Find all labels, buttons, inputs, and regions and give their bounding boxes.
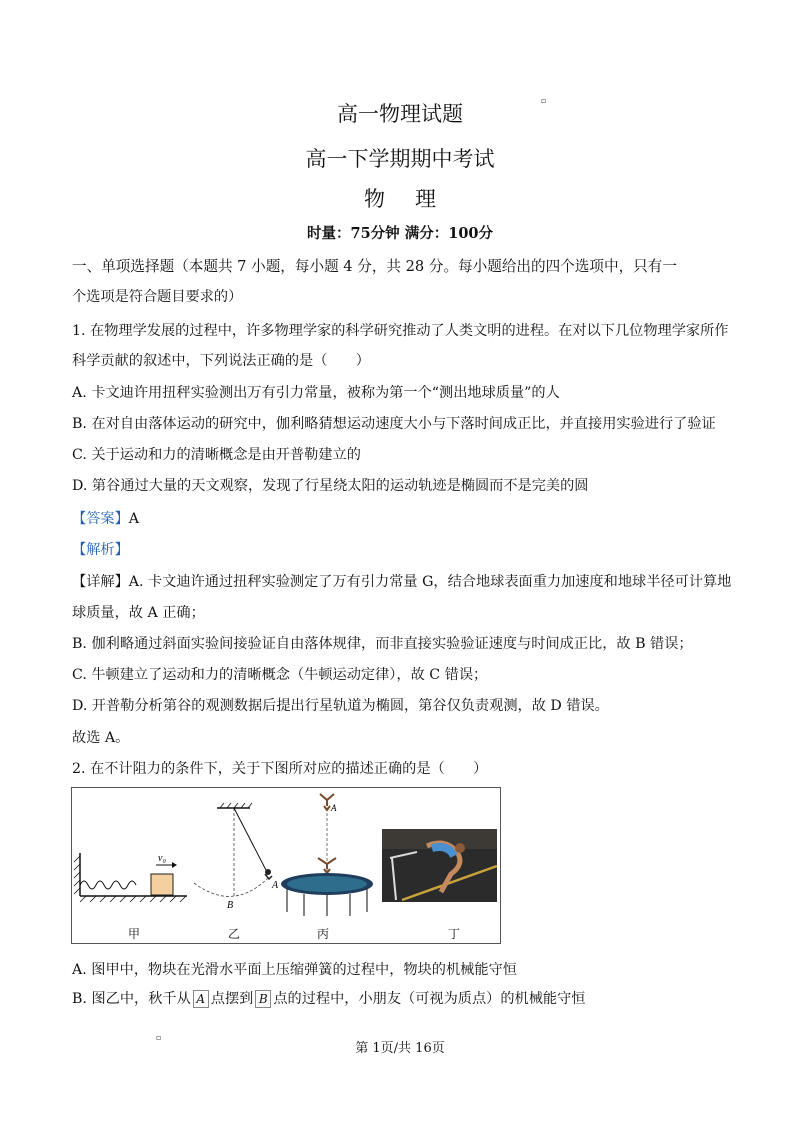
q2-option-b-mid: 点摆到	[210, 991, 254, 1007]
fig-label-jia: 甲	[128, 927, 141, 941]
q1-detail: C. 牛顿建立了运动和力的清晰概念（牛顿运动定律），故 C 错误；	[72, 667, 488, 683]
point-a-label: A	[272, 880, 279, 891]
fig-label-ding: 丁	[448, 927, 461, 941]
figure-yi	[194, 803, 279, 911]
fig-label-yi: 乙	[228, 927, 241, 941]
fig-label-bing: 丙	[317, 927, 330, 941]
q1-answer	[72, 508, 139, 528]
figure-jia	[74, 853, 187, 902]
point-a-box: A	[193, 990, 209, 1008]
subject-title: 物理	[364, 187, 466, 211]
q2-option-a: A. 图甲中，物块在光滑水平面上压缩弹簧的过程中，物块的机械能守恒	[72, 962, 517, 978]
analysis-tag: 【解析】	[72, 542, 129, 558]
q2-stem: 2. 在不计阻力的条件下，关于下图所对应的描述正确的是（ ）	[72, 761, 488, 777]
q1-option-d: D. 第谷通过大量的天文观察，发现了行星绕太阳的运动轨迹是椭圆而不是完美的圆	[72, 478, 589, 494]
v0-label: v₀	[158, 853, 166, 864]
jump-top-label: A	[331, 803, 337, 813]
q1-option-b: B. 在对自由落体运动的研究中，伽利略猜想运动速度大小与下落时间成正比，并直接用实验进行了验证	[72, 416, 716, 432]
q1-option-c: C. 关于运动和力的清晰概念是由开普勒建立的	[72, 447, 361, 463]
answer-value: A	[128, 511, 140, 527]
q2-option-b-post: 点的过程中，小朋友（可视为质点）的机械能守恒	[273, 991, 586, 1007]
q1-detail: B. 伽利略通过斜面实验间接验证自由落体规律，而非直接实验验证速度与时间成正比，故 B 错误；	[72, 636, 693, 652]
answer-tag: 【答案】	[72, 511, 129, 527]
corner-mark: ▫	[156, 1033, 162, 1042]
corner-mark: ▫	[541, 96, 547, 105]
point-b-label: B	[227, 900, 234, 911]
q1-stem: 1. 在物理学发展的过程中，许多物理学家的科学研究推动了人类文明的进程。在对以下几位物理学家所作	[72, 323, 729, 339]
q1-conclusion: 故选 A。	[72, 730, 130, 746]
q2-figure-drawing	[72, 788, 500, 943]
exam-title: 高一物理试题	[337, 102, 463, 126]
figure-ding-photo	[382, 829, 497, 902]
q1-option-a: A. 卡文迪许用扭秤实验测出万有引力常量，被称为第一个“测出地球质量”的人	[72, 385, 560, 401]
q1-detail: D. 开普勒分析第谷的观测数据后提出行星轨道为椭圆，第谷仅负责观测，故 D 错误。	[72, 698, 609, 714]
q1-detail: 球质量，故 A 正确；	[72, 605, 205, 621]
q2-option-b	[72, 988, 585, 1008]
point-b-box: B	[255, 990, 271, 1008]
page-footer: 第 1页/共 16页	[355, 1041, 445, 1056]
figure-bing	[281, 794, 373, 916]
q1-detail: 【详解】A. 卡文迪许通过扭秤实验测定了万有引力常量 G，结合地球表面重力加速度和地球半径可计算地	[72, 574, 732, 590]
q2-figure	[71, 787, 501, 944]
exam-subtitle: 高一下学期期中考试	[305, 147, 495, 171]
section-heading-cont: 个选项是符合题目要求的）	[72, 289, 243, 305]
section-heading: 一、单项选择题（本题共 7 小题，每小题 4 分，共 28 分。每小题给出的四个选项中，只有一	[72, 258, 677, 275]
q2-option-b-pre: B. 图乙中，秋千从	[72, 991, 191, 1007]
time-score-info: 时量：75分钟 满分：100分	[307, 225, 493, 242]
q1-stem-cont: 科学贡献的叙述中，下列说法正确的是（ ）	[72, 353, 370, 369]
